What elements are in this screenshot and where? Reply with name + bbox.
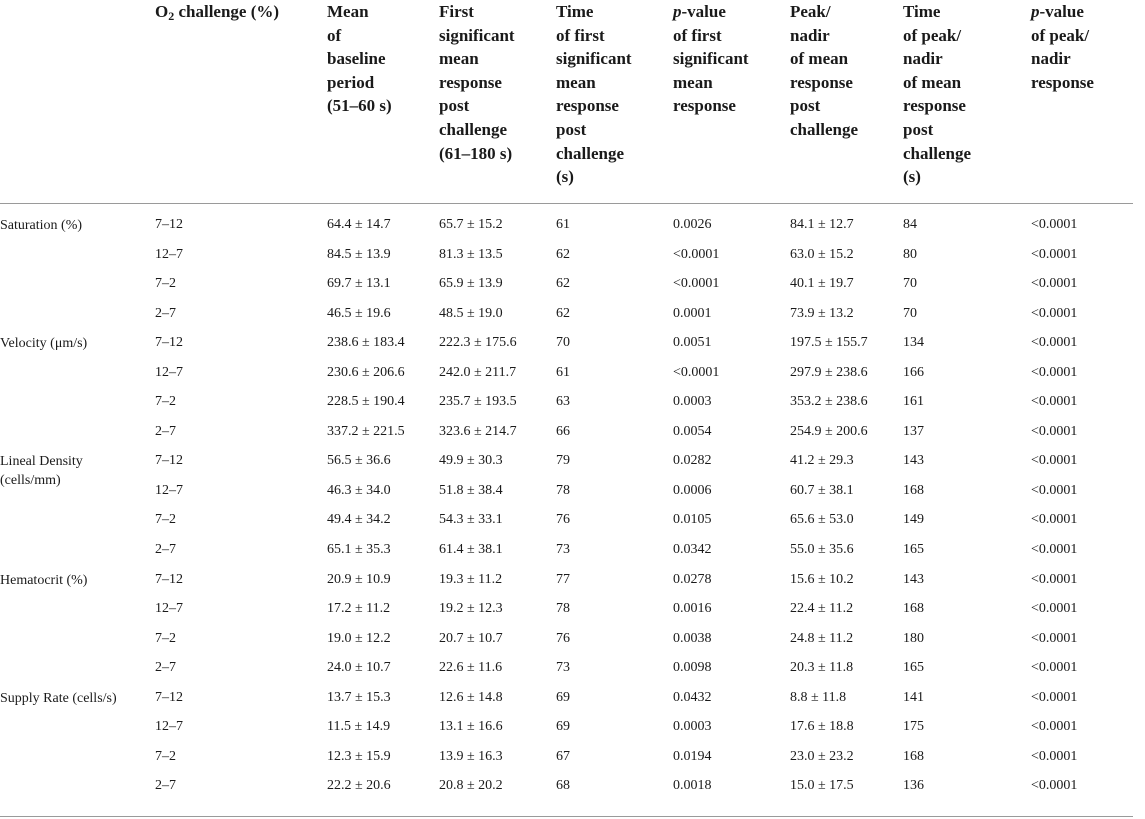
table-row	[0, 364, 1145, 394]
table-row	[0, 334, 1145, 364]
parameter-label	[0, 334, 87, 353]
peak-nadir-cell: 60.7 ± 38.1	[790, 482, 854, 498]
table-row	[0, 393, 1145, 423]
challenge-cell: 7–12	[155, 335, 183, 351]
baseline-mean-cell: 228.5 ± 190.4	[327, 394, 405, 410]
first-significant-mean-cell: 13.9 ± 16.3	[439, 748, 503, 764]
header-pvalue-peak-nadir: p-value of peak/ nadir response	[1031, 2, 1094, 92]
pvalue-peak-cell: <0.0001	[1031, 778, 1078, 794]
pvalue-peak-cell: <0.0001	[1031, 689, 1078, 705]
time-first-significant-cell: 67	[556, 748, 570, 764]
baseline-mean-cell: 84.5 ± 13.9	[327, 246, 391, 262]
first-significant-mean-cell: 12.6 ± 14.8	[439, 689, 503, 705]
time-peak-cell: 168	[903, 748, 924, 764]
pvalue-peak-cell: <0.0001	[1031, 394, 1078, 410]
baseline-mean-cell: 238.6 ± 183.4	[327, 335, 405, 351]
pvalue-peak-cell: <0.0001	[1031, 748, 1078, 764]
header-time-peak-nadir: Time of peak/ nadir of mean response post challenge (s)	[903, 2, 971, 187]
table-bottom-rule	[0, 816, 1133, 817]
first-significant-mean-cell: 54.3 ± 33.1	[439, 512, 503, 528]
parameter-label	[0, 689, 117, 708]
first-significant-mean-cell: 65.7 ± 15.2	[439, 217, 503, 232]
first-significant-mean-cell: 48.5 ± 19.0	[439, 305, 503, 321]
time-peak-cell: 137	[903, 423, 924, 439]
header-divider	[0, 203, 1133, 204]
first-significant-mean-cell: 323.6 ± 214.7	[439, 423, 517, 439]
table-row	[0, 689, 1145, 719]
parameter-label-line: Saturation (%)	[0, 218, 83, 233]
first-significant-mean-cell: 235.7 ± 193.5	[439, 394, 517, 410]
header-first-significant-mean: First significant mean response post challenge (61–180 s)	[439, 2, 515, 163]
peak-nadir-cell: 254.9 ± 200.6	[790, 423, 868, 439]
table-row	[0, 659, 1145, 689]
header-peak-nadir: Peak/ nadir of mean response post challenge	[790, 2, 858, 139]
time-peak-cell: 143	[903, 453, 924, 469]
table-row	[0, 777, 1145, 807]
parameter-label-line: Supply Rate (cells/s)	[0, 690, 117, 706]
header-pvalue-first-significant: p-value of first significant mean response	[673, 2, 749, 116]
pvalue-first-cell: 0.0001	[673, 305, 712, 321]
time-peak-cell: 175	[903, 719, 924, 735]
time-peak-cell: 149	[903, 512, 924, 528]
time-peak-cell: 168	[903, 482, 924, 498]
first-significant-mean-cell: 19.2 ± 12.3	[439, 601, 503, 617]
baseline-mean-cell: 13.7 ± 15.3	[327, 689, 391, 705]
header-time-first-significant: Time of first significant mean response post challenge (s)	[556, 2, 632, 187]
time-peak-cell: 166	[903, 364, 924, 380]
pvalue-first-cell: 0.0006	[673, 482, 712, 498]
time-first-significant-cell: 73	[556, 542, 570, 558]
baseline-mean-cell: 337.2 ± 221.5	[327, 423, 405, 439]
table-row	[0, 511, 1145, 541]
table-row	[0, 275, 1145, 305]
baseline-mean-cell: 46.5 ± 19.6	[327, 305, 391, 321]
table-row	[0, 630, 1145, 660]
pvalue-first-cell: 0.0278	[673, 571, 712, 587]
challenge-cell: 7–2	[155, 748, 176, 764]
baseline-mean-cell: 12.3 ± 15.9	[327, 748, 391, 764]
time-first-significant-cell: 70	[556, 335, 570, 351]
time-first-significant-cell: 68	[556, 778, 570, 794]
first-significant-mean-cell: 222.3 ± 175.6	[439, 335, 517, 351]
table-row	[0, 305, 1145, 335]
table-row	[0, 482, 1145, 512]
time-first-significant-cell: 78	[556, 482, 570, 498]
pvalue-first-cell: 0.0018	[673, 778, 712, 794]
pvalue-first-cell: 0.0016	[673, 601, 712, 617]
baseline-mean-cell: 11.5 ± 14.9	[327, 719, 391, 735]
peak-nadir-cell: 17.6 ± 18.8	[790, 719, 854, 735]
pvalue-first-cell: <0.0001	[673, 276, 720, 292]
time-first-significant-cell: 73	[556, 660, 570, 676]
peak-nadir-cell: 65.6 ± 53.0	[790, 512, 854, 528]
pvalue-peak-cell: <0.0001	[1031, 364, 1078, 380]
peak-nadir-cell: 8.8 ± 11.8	[790, 689, 847, 705]
pvalue-peak-cell: <0.0001	[1031, 276, 1078, 292]
table-row	[0, 571, 1145, 601]
pvalue-first-cell: 0.0003	[673, 719, 712, 735]
table-row	[0, 600, 1145, 630]
time-first-significant-cell: 63	[556, 394, 570, 410]
challenge-cell: 7–2	[155, 276, 176, 292]
time-first-significant-cell: 62	[556, 246, 570, 262]
challenge-cell: 2–7	[155, 778, 176, 794]
baseline-mean-cell: 20.9 ± 10.9	[327, 571, 391, 587]
time-first-significant-cell: 76	[556, 630, 570, 646]
challenge-cell: 2–7	[155, 660, 176, 676]
pvalue-first-cell: 0.0038	[673, 630, 712, 646]
pvalue-peak-cell: <0.0001	[1031, 335, 1078, 351]
parameter-label-line: Velocity (μm/s)	[0, 336, 88, 352]
time-peak-cell: 136	[903, 778, 924, 794]
time-first-significant-cell: 69	[556, 689, 570, 705]
time-peak-cell: 70	[903, 305, 917, 321]
peak-nadir-cell: 84.1 ± 12.7	[790, 217, 854, 232]
table-row	[0, 246, 1145, 276]
first-significant-mean-cell: 20.8 ± 20.2	[439, 778, 503, 794]
peak-nadir-cell: 41.2 ± 29.3	[790, 453, 854, 469]
peak-nadir-cell: 40.1 ± 19.7	[790, 276, 854, 292]
baseline-mean-cell: 65.1 ± 35.3	[327, 542, 391, 558]
time-first-significant-cell: 66	[556, 423, 570, 439]
time-first-significant-cell: 61	[556, 364, 570, 380]
baseline-mean-cell: 46.3 ± 34.0	[327, 482, 391, 498]
challenge-cell: 7–12	[155, 453, 183, 469]
pvalue-peak-cell: <0.0001	[1031, 660, 1078, 676]
parameter-label-line: (cells/mm)	[0, 473, 61, 489]
peak-nadir-cell: 24.8 ± 11.2	[790, 630, 854, 646]
time-peak-cell: 143	[903, 571, 924, 587]
header-mean-baseline: Mean of baseline period (51–60 s)	[327, 2, 392, 116]
challenge-cell: 2–7	[155, 542, 176, 558]
pvalue-first-cell: 0.0003	[673, 394, 712, 410]
time-first-significant-cell: 77	[556, 571, 570, 587]
peak-nadir-cell: 15.0 ± 17.5	[790, 778, 854, 794]
first-significant-mean-cell: 20.7 ± 10.7	[439, 630, 503, 646]
baseline-mean-cell: 24.0 ± 10.7	[327, 660, 391, 676]
challenge-cell: 12–7	[155, 601, 183, 617]
challenge-cell: 12–7	[155, 482, 183, 498]
peak-nadir-cell: 63.0 ± 15.2	[790, 246, 854, 262]
pvalue-first-cell: <0.0001	[673, 364, 720, 380]
peak-nadir-cell: 297.9 ± 238.6	[790, 364, 868, 380]
time-first-significant-cell: 76	[556, 512, 570, 528]
pvalue-first-cell: 0.0105	[673, 512, 712, 528]
first-significant-mean-cell: 242.0 ± 211.7	[439, 364, 517, 380]
challenge-cell: 7–12	[155, 571, 183, 587]
time-peak-cell: 161	[903, 394, 924, 410]
parameter-label-line: Lineal Density	[0, 454, 83, 470]
table-row	[0, 452, 1145, 489]
challenge-cell: 12–7	[155, 364, 183, 380]
baseline-mean-cell: 19.0 ± 12.2	[327, 630, 391, 646]
pvalue-peak-cell: <0.0001	[1031, 217, 1078, 232]
pvalue-first-cell: 0.0432	[673, 689, 712, 705]
pvalue-peak-cell: <0.0001	[1031, 482, 1078, 498]
first-significant-mean-cell: 51.8 ± 38.4	[439, 482, 503, 498]
baseline-mean-cell: 17.2 ± 11.2	[327, 601, 391, 617]
challenge-cell: 12–7	[155, 719, 183, 735]
table-body	[0, 216, 1145, 807]
peak-nadir-cell: 15.6 ± 10.2	[790, 571, 854, 587]
time-first-significant-cell: 61	[556, 217, 570, 232]
baseline-mean-cell: 49.4 ± 34.2	[327, 512, 391, 528]
pvalue-peak-cell: <0.0001	[1031, 571, 1078, 587]
pvalue-peak-cell: <0.0001	[1031, 453, 1078, 469]
pvalue-peak-cell: <0.0001	[1031, 719, 1078, 735]
pvalue-first-cell: 0.0098	[673, 660, 712, 676]
time-first-significant-cell: 69	[556, 719, 570, 735]
time-peak-cell: 180	[903, 630, 924, 646]
baseline-mean-cell: 22.2 ± 20.6	[327, 778, 391, 794]
first-significant-mean-cell: 13.1 ± 16.6	[439, 719, 503, 735]
time-first-significant-cell: 62	[556, 305, 570, 321]
challenge-cell: 2–7	[155, 305, 176, 321]
time-peak-cell: 70	[903, 276, 917, 292]
table-row	[0, 216, 1145, 246]
time-first-significant-cell: 79	[556, 453, 570, 469]
table-row	[0, 718, 1145, 748]
time-first-significant-cell: 62	[556, 276, 570, 292]
parameter-label	[0, 571, 87, 590]
table-row	[0, 423, 1145, 453]
parameter-label-line: Hematocrit (%)	[0, 572, 88, 588]
time-peak-cell: 80	[903, 246, 917, 262]
pvalue-first-cell: 0.0026	[673, 217, 712, 232]
time-peak-cell: 134	[903, 335, 924, 351]
time-peak-cell: 141	[903, 689, 924, 705]
peak-nadir-cell: 73.9 ± 13.2	[790, 305, 854, 321]
pvalue-first-cell: 0.0282	[673, 453, 712, 469]
peak-nadir-cell: 23.0 ± 23.2	[790, 748, 854, 764]
pvalue-first-cell: 0.0342	[673, 542, 712, 558]
time-peak-cell: 165	[903, 542, 924, 558]
baseline-mean-cell: 230.6 ± 206.6	[327, 364, 405, 380]
peak-nadir-cell: 55.0 ± 35.6	[790, 542, 854, 558]
challenge-cell: 7–12	[155, 689, 183, 705]
first-significant-mean-cell: 22.6 ± 11.6	[439, 660, 503, 676]
challenge-cell: 7–2	[155, 630, 176, 646]
table-row	[0, 541, 1145, 571]
pvalue-first-cell: 0.0051	[673, 335, 712, 351]
baseline-mean-cell: 56.5 ± 36.6	[327, 453, 391, 469]
time-peak-cell: 168	[903, 601, 924, 617]
first-significant-mean-cell: 19.3 ± 11.2	[439, 571, 503, 587]
peak-nadir-cell: 20.3 ± 11.8	[790, 660, 854, 676]
pvalue-first-cell: 0.0194	[673, 748, 712, 764]
baseline-mean-cell: 64.4 ± 14.7	[327, 217, 391, 232]
pvalue-peak-cell: <0.0001	[1031, 601, 1078, 617]
first-significant-mean-cell: 49.9 ± 30.3	[439, 453, 503, 469]
pvalue-peak-cell: <0.0001	[1031, 542, 1078, 558]
pvalue-first-cell: <0.0001	[673, 246, 720, 262]
first-significant-mean-cell: 61.4 ± 38.1	[439, 542, 503, 558]
pvalue-peak-cell: <0.0001	[1031, 630, 1078, 646]
challenge-cell: 7–2	[155, 512, 176, 528]
table-row	[0, 748, 1145, 778]
pvalue-peak-cell: <0.0001	[1031, 246, 1078, 262]
baseline-mean-cell: 69.7 ± 13.1	[327, 276, 391, 292]
time-first-significant-cell: 78	[556, 601, 570, 617]
challenge-cell: 2–7	[155, 423, 176, 439]
challenge-cell: 7–12	[155, 217, 183, 232]
peak-nadir-cell: 353.2 ± 238.6	[790, 394, 868, 410]
pvalue-peak-cell: <0.0001	[1031, 305, 1078, 321]
peak-nadir-cell: 197.5 ± 155.7	[790, 335, 868, 351]
first-significant-mean-cell: 65.9 ± 13.9	[439, 276, 503, 292]
header-o2-challenge: $O_2$ challenge (%)	[155, 2, 280, 23]
challenge-cell: 7–2	[155, 394, 176, 410]
challenge-cell: 12–7	[155, 246, 183, 262]
peak-nadir-cell: 22.4 ± 11.2	[790, 601, 854, 617]
first-significant-mean-cell: 81.3 ± 13.5	[439, 246, 503, 262]
pvalue-peak-cell: <0.0001	[1031, 512, 1078, 528]
time-peak-cell: 84	[903, 217, 917, 232]
time-peak-cell: 165	[903, 660, 924, 676]
parameter-label	[0, 216, 82, 235]
pvalue-first-cell: 0.0054	[673, 423, 712, 439]
pvalue-peak-cell: <0.0001	[1031, 423, 1078, 439]
